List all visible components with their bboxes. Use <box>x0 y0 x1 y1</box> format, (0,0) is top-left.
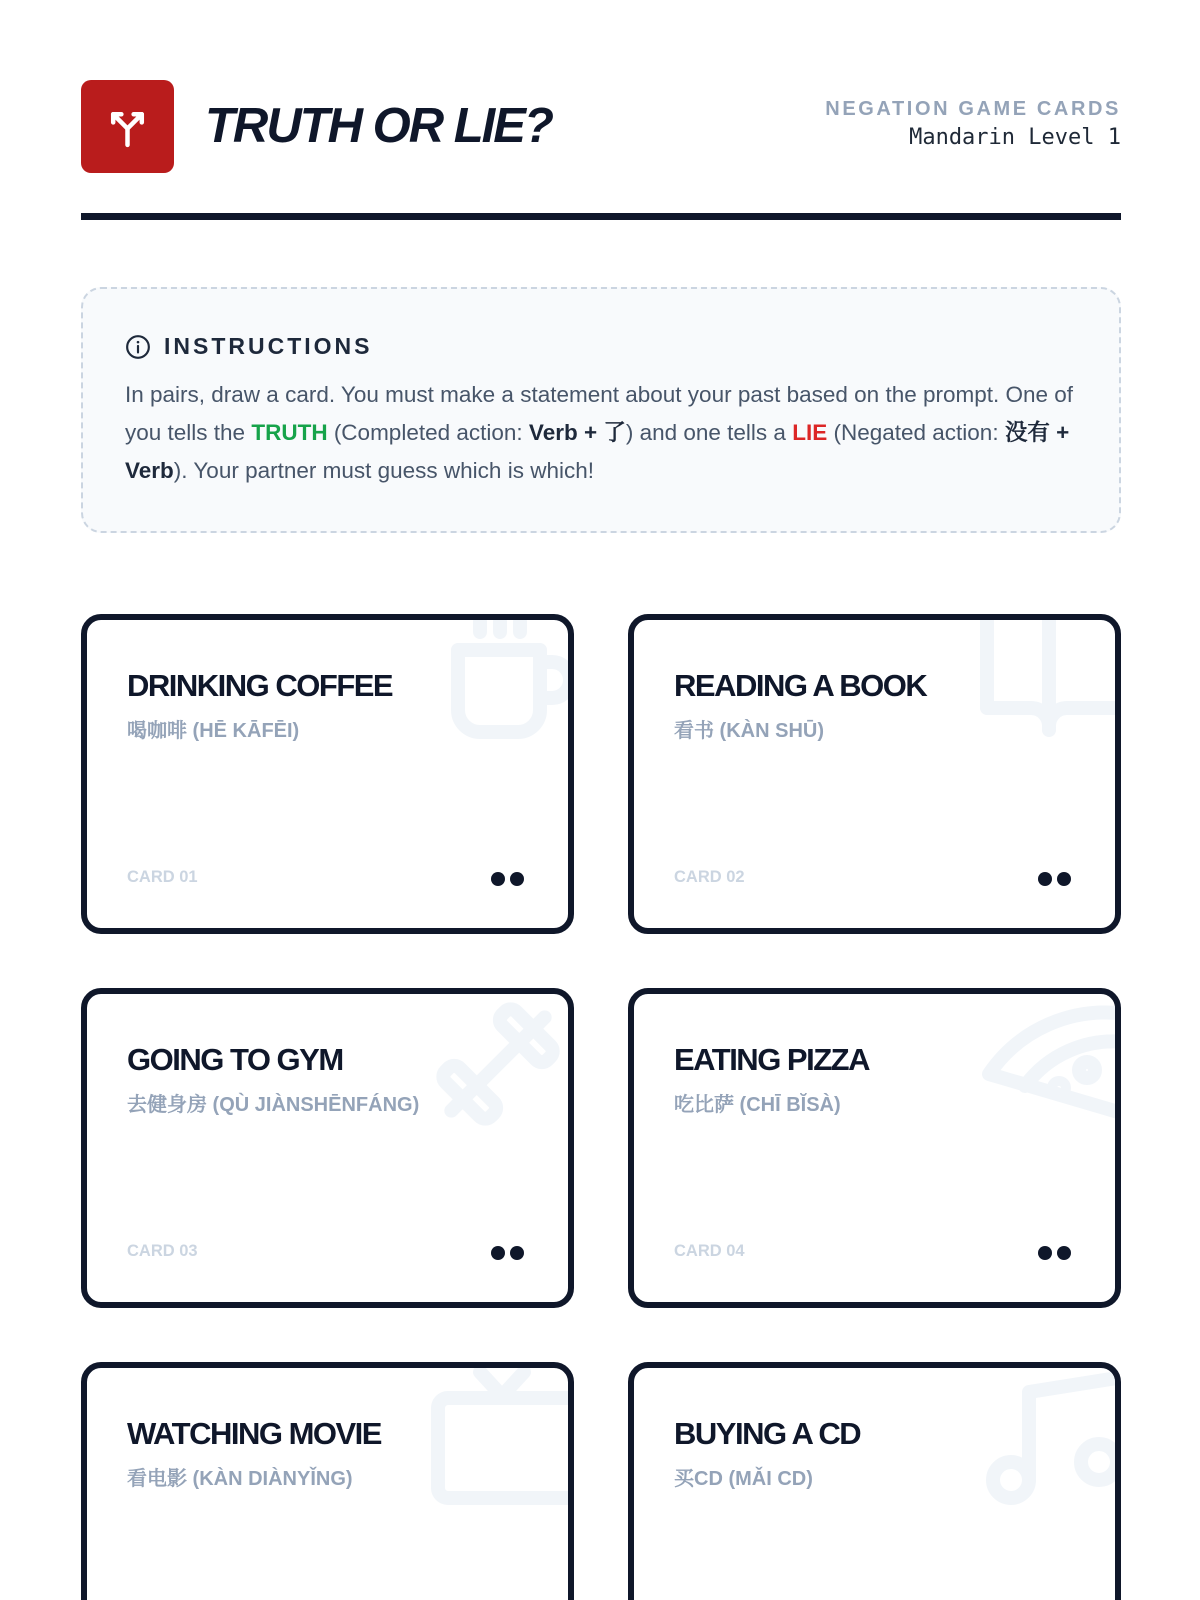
card-subtitle: 喝咖啡 (HĒ KĀFĒI) <box>127 720 300 742</box>
instructions-text <box>125 376 1079 490</box>
header-divider <box>81 213 1121 220</box>
card-title: EATING PIZZA <box>674 1042 869 1077</box>
formula-truth: Verb + 了 <box>528 420 626 445</box>
game-card-drinking-coffee[interactable] <box>81 614 574 934</box>
game-card-eating-pizza[interactable] <box>628 988 1121 1308</box>
card-number: CARD 02 <box>674 868 745 886</box>
subtitle-label: NEGATION GAME CARDS <box>825 98 1121 120</box>
music-note-icon <box>975 1368 1115 1508</box>
card-title: DRINKING COFFEE <box>127 668 393 703</box>
game-card-reading-a-book[interactable] <box>628 614 1121 934</box>
card-subtitle: 买CD (MǍI CD) <box>674 1468 813 1490</box>
formula-lie: 没有 + Verb <box>125 420 1070 483</box>
book-icon <box>975 620 1115 760</box>
instructions-box <box>81 287 1121 533</box>
info-icon <box>125 334 151 360</box>
card-title: GOING TO GYM <box>127 1042 343 1077</box>
coffee-cup-icon <box>428 620 568 760</box>
card-title: WATCHING MOVIE <box>127 1416 381 1451</box>
split-arrow-icon <box>103 102 152 151</box>
card-dots <box>491 1246 529 1260</box>
game-card-watching-movie[interactable] <box>81 1362 574 1600</box>
instructions-heading-text: INSTRUCTIONS <box>164 333 373 359</box>
lie-word: LIE <box>792 420 828 445</box>
tv-icon <box>428 1368 568 1508</box>
card-dots <box>1038 1246 1076 1260</box>
instructions-text-2: (Completed action: <box>327 420 529 445</box>
game-card-buying-a-cd[interactable] <box>628 1362 1121 1600</box>
card-number: CARD 01 <box>127 868 198 886</box>
instructions-text-3: ) and one tells a <box>625 420 793 445</box>
card-subtitle: 看电影 (KÀN DIÀNYǏNG) <box>127 1468 353 1490</box>
card-title: BUYING A CD <box>674 1416 861 1451</box>
instructions-heading <box>125 333 1079 360</box>
header-meta <box>825 98 1121 150</box>
card-dots <box>1038 872 1076 886</box>
card-subtitle: 去健身房 (QÙ JIÀNSHĒNFÁNG) <box>127 1094 420 1116</box>
dumbbell-icon <box>428 994 568 1134</box>
card-title: READING A BOOK <box>674 668 927 703</box>
card-number: CARD 04 <box>674 1242 745 1260</box>
subtitle-level: Mandarin Level 1 <box>909 125 1121 150</box>
page-header <box>81 80 1121 174</box>
logo <box>81 80 174 173</box>
card-number: CARD 03 <box>127 1242 198 1260</box>
card-dots <box>491 872 529 886</box>
instructions-text-4: (Negated action: <box>827 420 1005 445</box>
truth-word: TRUTH <box>251 420 328 445</box>
instructions-text-5: ). Your partner must guess which is which! <box>173 458 594 483</box>
game-card-going-to-gym[interactable] <box>81 988 574 1308</box>
card-subtitle: 看书 (KÀN SHŪ) <box>674 720 824 742</box>
page-title: TRUTH OR LIE? <box>205 99 552 153</box>
instructions-text-1: In pairs, draw a card. You must make a statement about your past based on the prompt. One of you tells the <box>125 382 1074 445</box>
pizza-slice-icon <box>975 994 1115 1134</box>
card-subtitle: 吃比萨 (CHĪ BĬSÀ) <box>674 1094 841 1116</box>
